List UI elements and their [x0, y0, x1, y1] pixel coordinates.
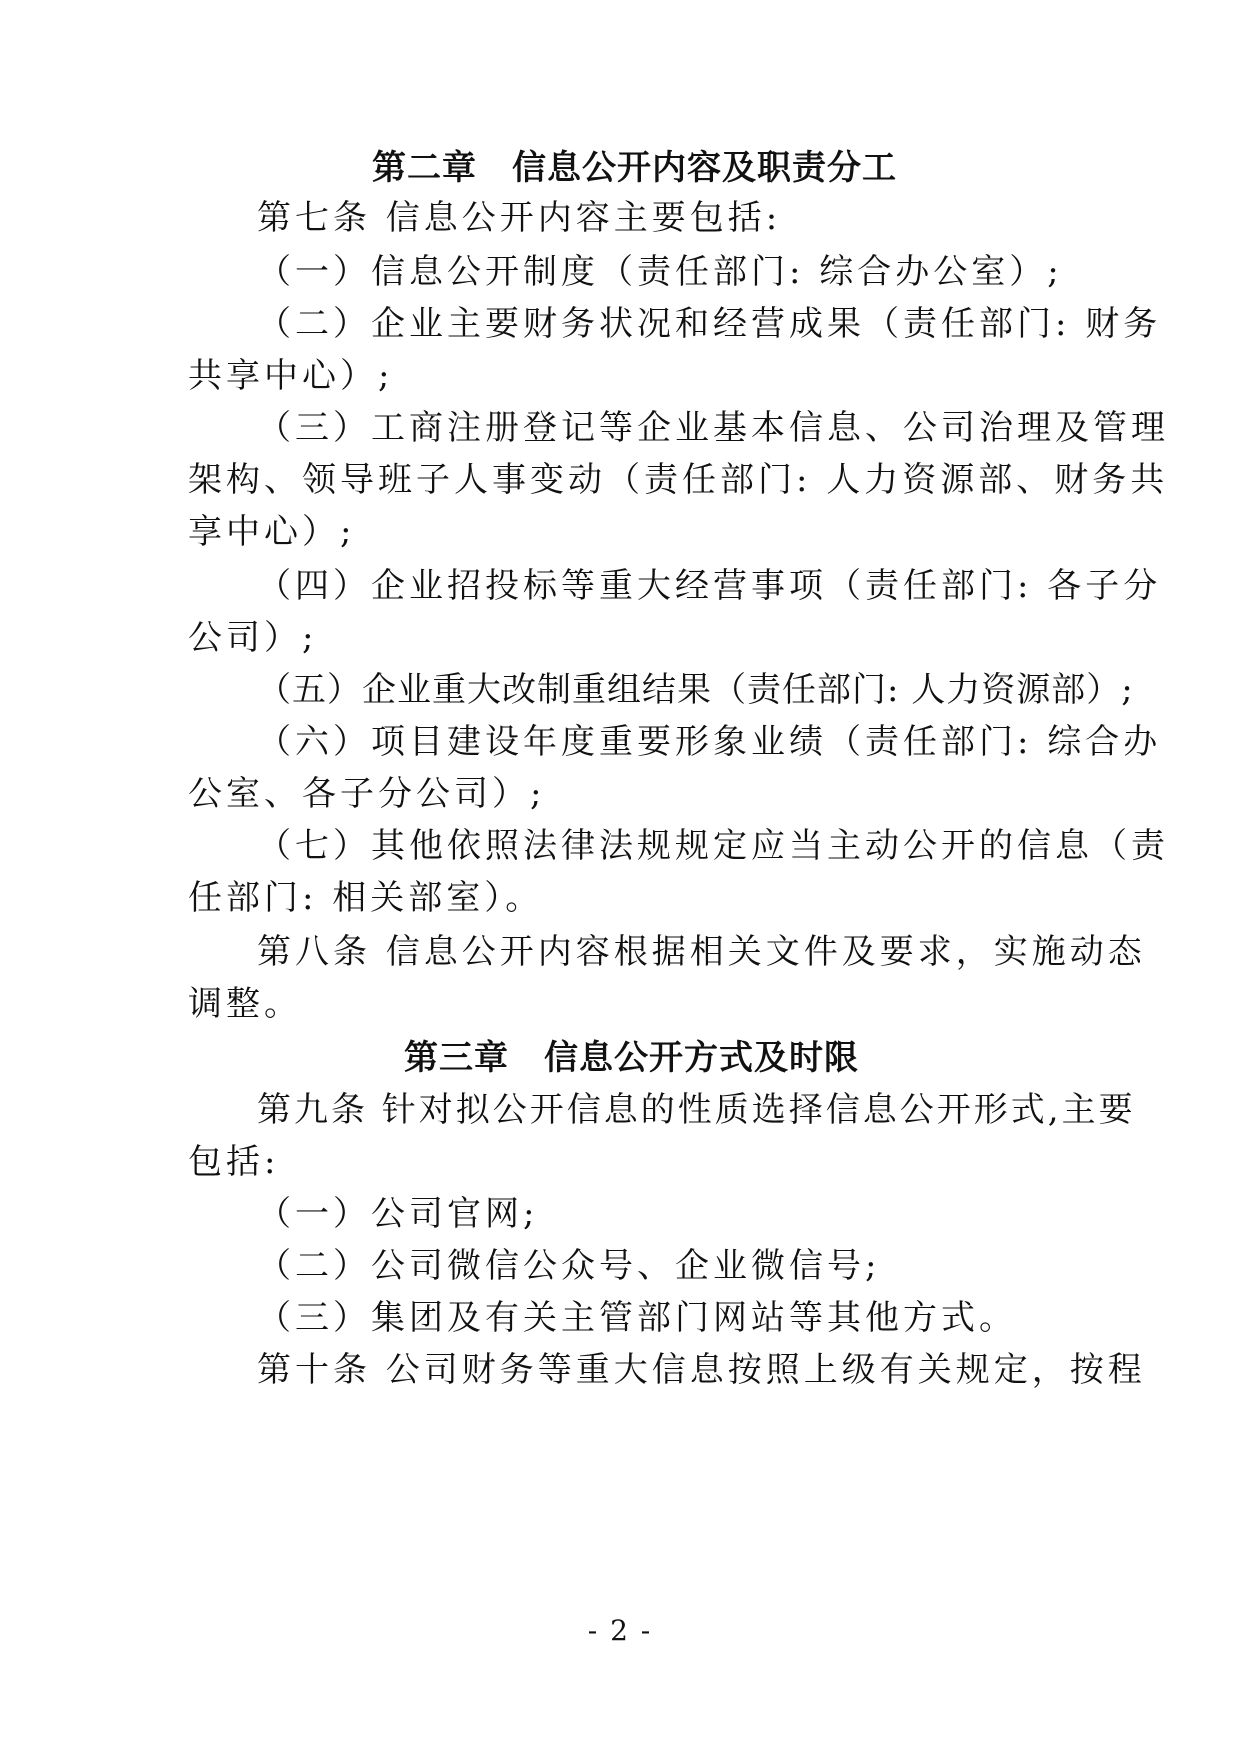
article-8-line-1: 第八条 信息公开内容根据相关文件及要求，实施动态 [257, 932, 1146, 972]
article-10-line-1: 第十条 公司财务等重大信息按照上级有关规定，按程 [257, 1350, 1146, 1390]
article-7-item-4-line-1: （四）企业招投标等重大经营事项（责任部门: 各子分 [257, 566, 1162, 606]
article-7-line-1: 第七条 信息公开内容主要包括: [257, 198, 782, 238]
article-9-item-2: （二）公司微信公众号、企业微信号; [257, 1246, 881, 1286]
article-7-item-6-line-2: 公室、各子分公司）; [188, 774, 546, 814]
article-7-item-2-line-1: （二）企业主要财务状况和经营成果（责任部门: 财务 [257, 304, 1162, 344]
chapter-3-heading: 第三章 信息公开方式及时限 [404, 1038, 859, 1078]
article-7-item-3-line-1: （三）工商注册登记等企业基本信息、公司治理及管理 [257, 408, 1169, 448]
article-8-line-2: 调整。 [188, 984, 302, 1024]
article-7-item-1: （一）信息公开制度（责任部门: 综合办公室）; [257, 252, 1063, 292]
article-7-item-4-line-2: 公司）; [188, 618, 318, 658]
article-9-line-1: 第九条 针对拟公开信息的性质选择信息公开形式,主要 [257, 1090, 1136, 1130]
article-7-item-6-line-1: （六）项目建设年度重要形象业绩（责任部门: 综合办 [257, 722, 1162, 762]
page-number: - 2 - [587, 1614, 653, 1647]
article-9-item-1: （一）公司官网; [257, 1194, 539, 1234]
article-9-line-2: 包括: [188, 1142, 280, 1182]
article-7-item-5: （五）企业重大改制重组结果（责任部门: 人力资源部）; [257, 670, 1134, 710]
article-9-item-3: （三）集团及有关主管部门网站等其他方式。 [257, 1298, 1017, 1338]
article-7-item-3-line-3: 享中心）; [188, 512, 356, 552]
article-7-item-3-line-2: 架构、领导班子人事变动（责任部门: 人力资源部、财务共 [188, 460, 1169, 500]
article-7-item-7-line-2: 任部门: 相关部室）。 [188, 878, 544, 918]
article-7-item-7-line-1: （七）其他依照法律法规规定应当主动公开的信息（责 [257, 826, 1169, 866]
chapter-2-heading: 第二章 信息公开内容及职责分工 [372, 148, 897, 188]
article-7-item-2-line-2: 共享中心）; [188, 356, 394, 396]
